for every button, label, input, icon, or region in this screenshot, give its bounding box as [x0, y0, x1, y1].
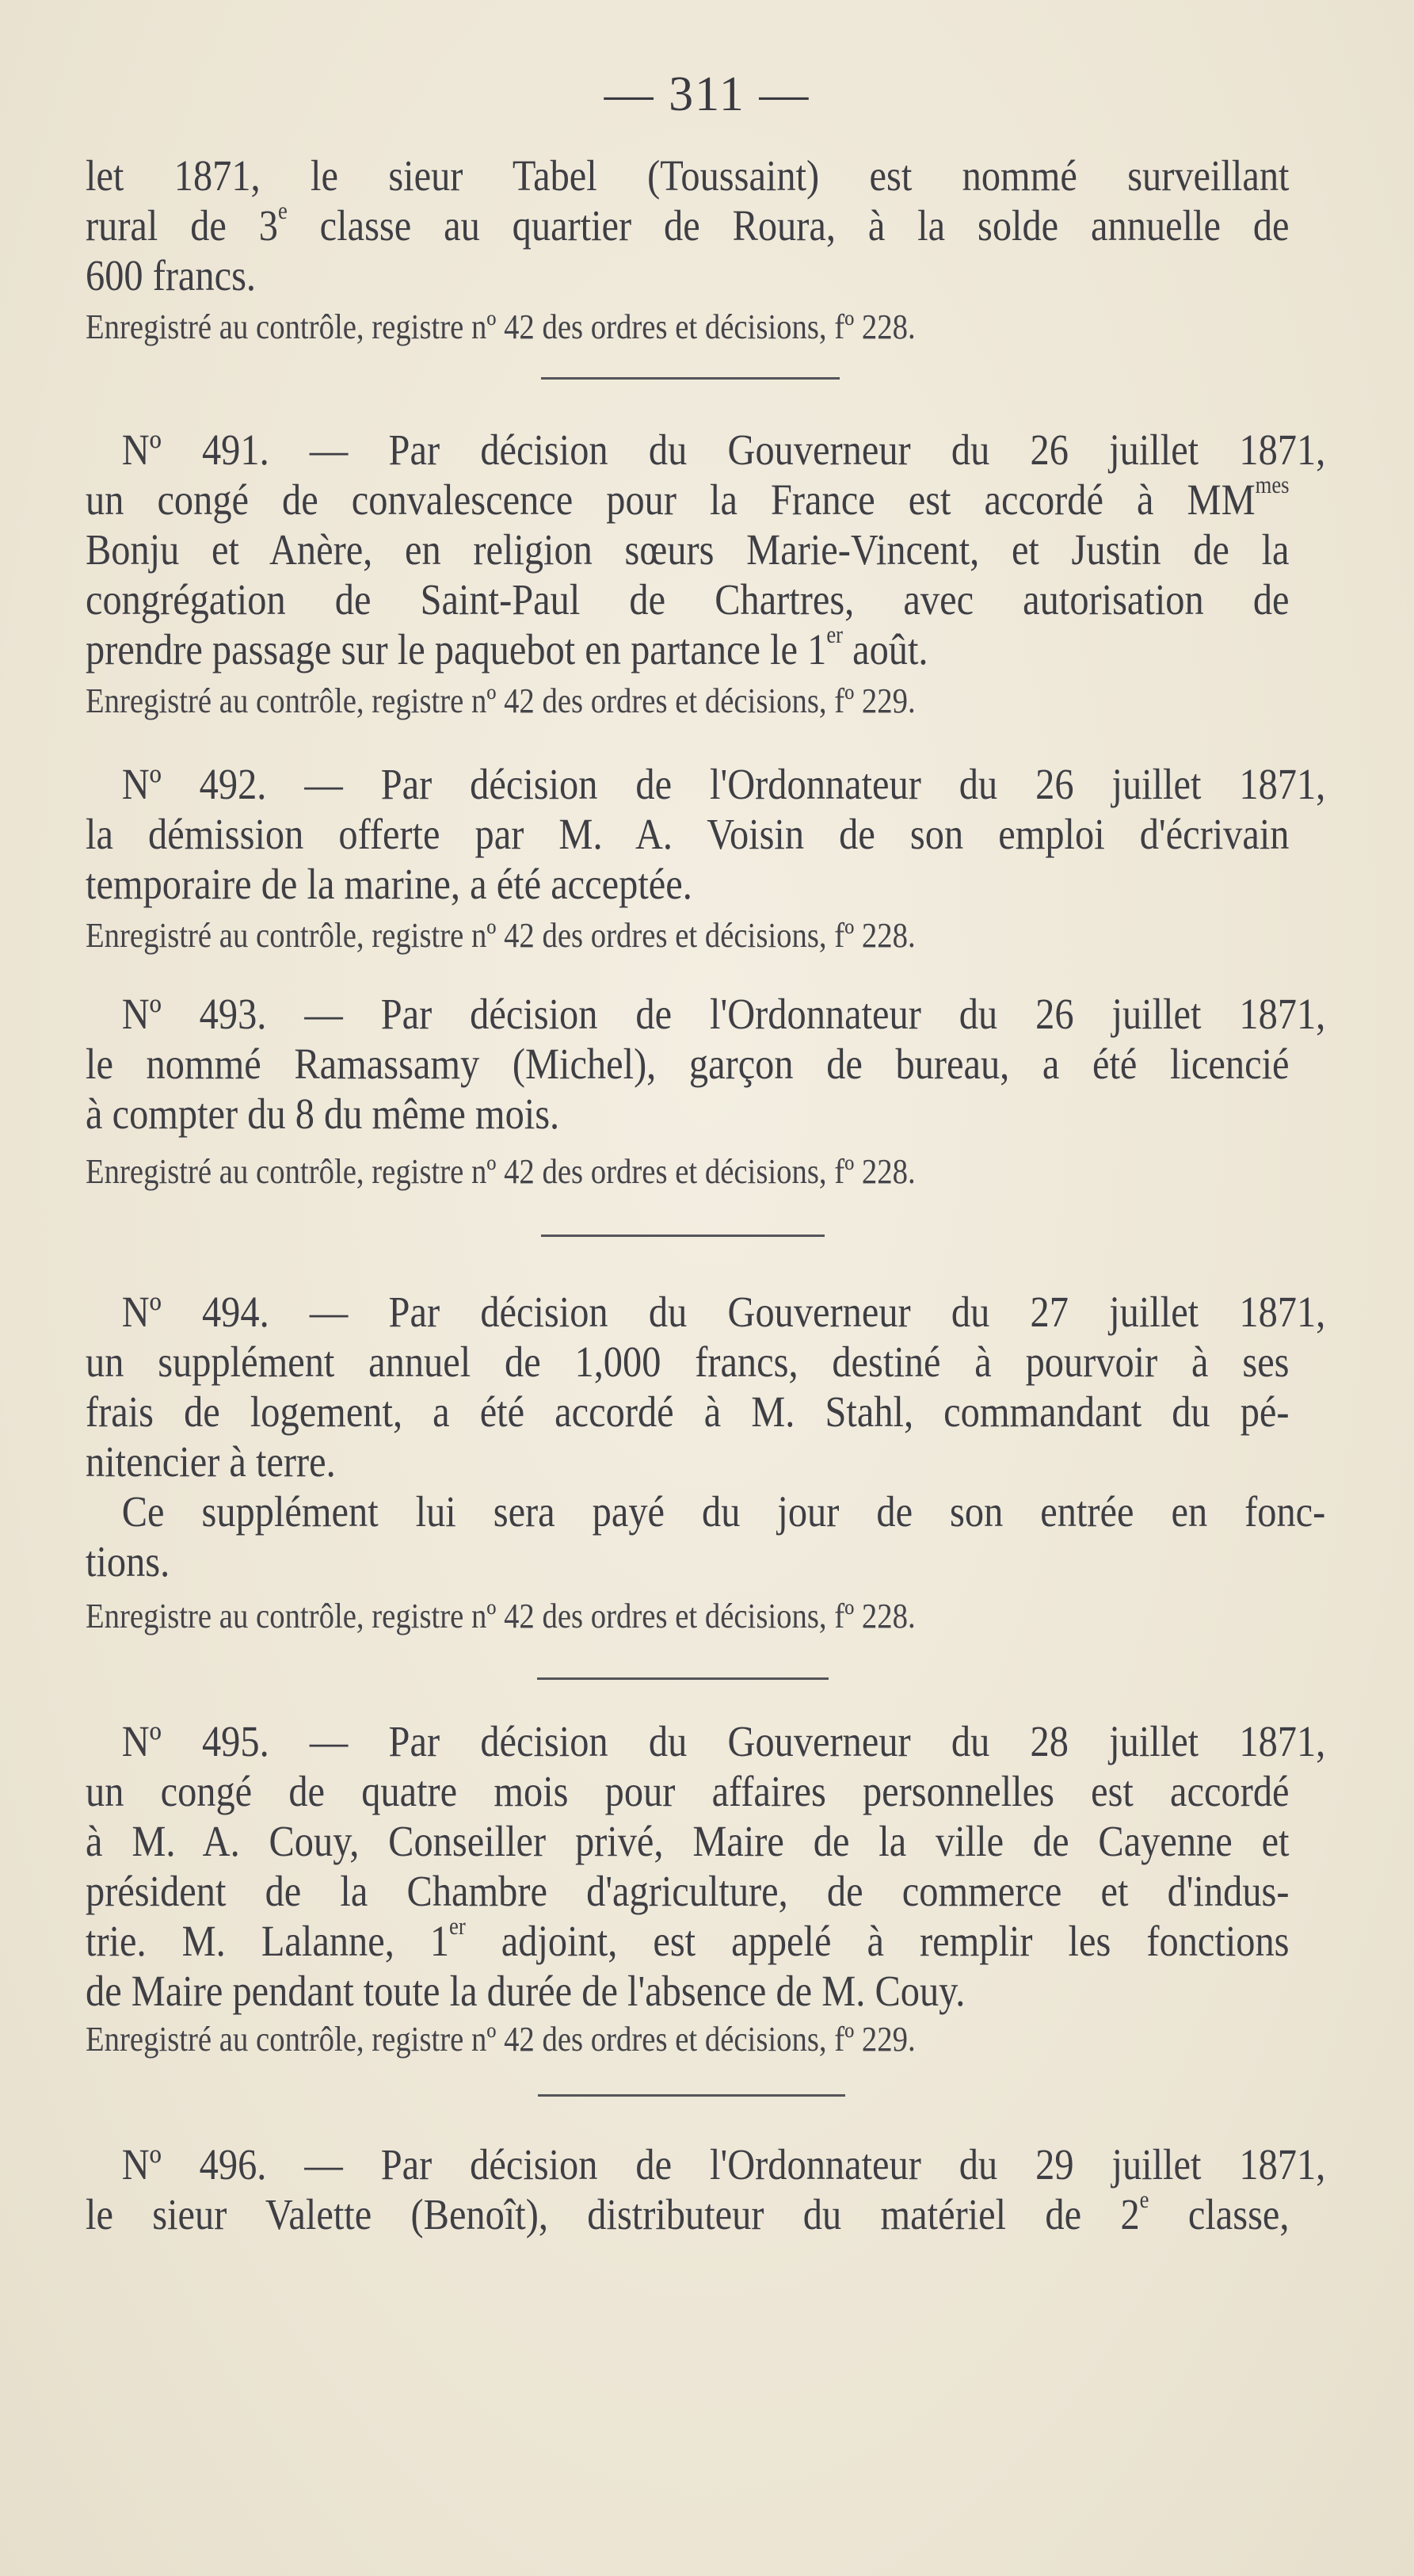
entry-491	[86, 425, 1326, 723]
text-line: un congé de convalescence pour la France est accordé à $MM^{mes}$	[86, 471, 1290, 524]
text-line: le sieur Valette (Benoît), distributeur du matériel de 2e classe,	[86, 2185, 1290, 2238]
separator-rule	[538, 2094, 845, 2097]
entry-496	[86, 2139, 1326, 2239]
text-line: frais de logement, a été accordé à M. Stahl, commandant du pé-	[86, 1387, 1290, 1436]
registration-note: Enregistre au contrôle, registre nº 42 des ordres et décisions, fº 228.	[86, 1597, 916, 1635]
text-line: à compter du 8 du même mois.	[86, 1090, 560, 1138]
text-line: prendre passage sur le paquebot en partance le 1er août.	[86, 620, 928, 674]
text-line: Nº 491. — Par décision du Gouverneur du 26 juillet 1871,	[121, 426, 1326, 474]
separator-rule	[541, 377, 840, 380]
text-line: à M. A. Couy, Conseiller privé, Maire de la ville de Cayenne et	[86, 1817, 1290, 1865]
registration-note: Enregistré au contrôle, registre nº 42 des ordres et décisions, fº 228.	[86, 307, 916, 346]
registration-note: Enregistré au contrôle, registre nº 42 des ordres et décisions, fº 229.	[86, 681, 916, 720]
text-line: nitencier à terre.	[86, 1437, 336, 1486]
registration-note: Enregistré au contrôle, registre nº 42 des ordres et décisions, fº 228.	[86, 1152, 916, 1191]
text-line: de Maire pendant toute la durée de l'absence de M. Couy.	[86, 1967, 966, 2015]
text-line: 600 francs.	[86, 251, 257, 300]
entry-493	[86, 989, 1326, 1194]
registration-note: Enregistré au contrôle, registre nº 42 des ordres et décisions, fº 228.	[86, 916, 916, 955]
entry-495	[86, 1716, 1326, 2062]
separator-rule	[537, 1677, 829, 1680]
text-line: président de la Chambre d'agriculture, de commerce et d'indus-	[86, 1867, 1290, 1915]
text-line: congrégation de Saint-Paul de Chartres, avec autorisation de	[86, 575, 1290, 624]
text-line: let 1871, le sieur Tabel (Toussaint) est nommé surveillant	[86, 151, 1290, 200]
text-line: un congé de quatre mois pour affaires personnelles est accordé	[86, 1767, 1290, 1815]
separator-rule	[541, 1235, 825, 1237]
text-line: la démission offerte par M. A. Voisin de son emploi d'écrivain	[86, 810, 1290, 858]
text-line: Ce supplément lui sera payé du jour de son entrée en fonc-	[121, 1487, 1326, 1536]
text-line: un supplément annuel de 1,000 francs, destiné à pourvoir à ses	[86, 1338, 1290, 1386]
text-line: Nº 495. — Par décision du Gouverneur du 28 juillet 1871,	[121, 1717, 1326, 1765]
text-line: le nommé Ramassamy (Michel), garçon de bureau, a été licencié	[86, 1040, 1290, 1088]
text-line: rural de 3e classe au quartier de Roura, à la solde annuelle de	[86, 197, 1290, 250]
text-line: trie. M. Lalanne, 1er adjoint, est appelé à remplir les fonctions	[86, 1912, 1290, 1965]
text-line: Nº 494. — Par décision du Gouverneur du 27 juillet 1871,	[121, 1288, 1326, 1336]
entry-494	[86, 1287, 1326, 1639]
entry-continuation	[86, 151, 1290, 349]
text-line: Nº 493. — Par décision de l'Ordonnateur du 26 juillet 1871,	[121, 990, 1326, 1038]
text-line: Nº 492. — Par décision de l'Ordonnateur du 26 juillet 1871,	[121, 760, 1326, 808]
text-line: Nº 496. — Par décision de l'Ordonnateur du 29 juillet 1871,	[121, 2140, 1326, 2189]
registration-note: Enregistré au contrôle, registre nº 42 des ordres et décisions, fº 229.	[86, 2020, 916, 2059]
text-line: Bonju et Anère, en religion sœurs Marie-Vincent, et Justin de la	[86, 525, 1290, 574]
text-line: tions.	[86, 1537, 170, 1586]
page-number-header: — 311 —	[604, 67, 810, 121]
text-line: temporaire de la marine, a été acceptée.	[86, 860, 692, 908]
entry-492	[86, 759, 1326, 958]
